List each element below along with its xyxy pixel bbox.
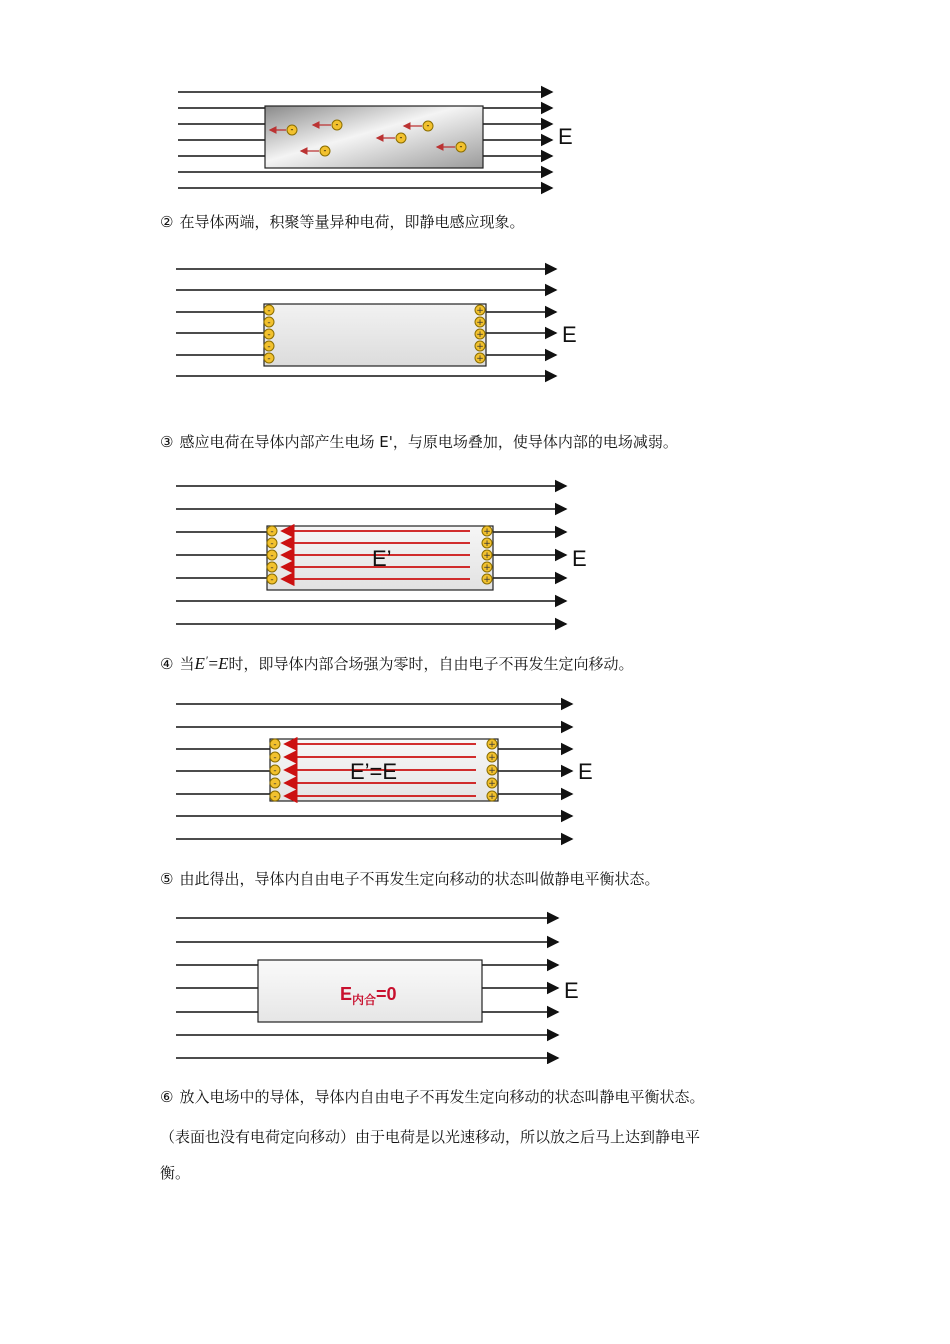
figure-4-equal-fields: [0, 694, 950, 850]
negative-charge-sign: -: [273, 792, 277, 802]
figure-5-zero-internal-field: [0, 908, 950, 1064]
paragraph-prefix: 当: [179, 655, 195, 673]
positive-charge-sign: +: [488, 766, 496, 776]
negative-charge-sign: -: [270, 551, 274, 561]
positive-charges: [475, 305, 485, 364]
induced-field-label: E’: [372, 546, 392, 571]
positive-charge-sign: +: [483, 575, 491, 585]
positive-charge-sign: +: [476, 306, 484, 316]
conductor-block: [265, 106, 483, 168]
svg-text:-: -: [426, 121, 430, 130]
field-label: E: [578, 759, 593, 784]
paragraph-6-line-2: （表面也没有电荷定向移动）由于电荷是以光速移动，所以放之后马上达到静电平: [160, 1128, 701, 1146]
paragraph-6-line-1: [160, 1087, 704, 1107]
paragraph-text: 放入电场中的导体，导体内自由电子不再发生定向移动的状态叫静电平衡状态。: [179, 1088, 705, 1106]
positive-charges: [487, 739, 497, 802]
negative-charge-sign: -: [267, 330, 271, 340]
field-label: E: [572, 546, 587, 571]
svg-text:-: -: [399, 133, 403, 142]
paragraph-number: ⑥: [160, 1088, 174, 1106]
positive-charge-sign: +: [483, 539, 491, 549]
paragraph-3: [160, 432, 678, 452]
negative-charge-sign: -: [273, 779, 277, 789]
conductor-block: [258, 960, 482, 1022]
positive-charge-sign: +: [488, 740, 496, 750]
positive-charge-sign: +: [483, 551, 491, 561]
positive-charge-sign: +: [483, 527, 491, 537]
negative-charge-sign: -: [270, 539, 274, 549]
negative-charge-sign: -: [267, 306, 271, 316]
negative-charges: [264, 305, 274, 364]
positive-charge-sign: +: [476, 354, 484, 364]
negative-charge-sign: -: [270, 563, 274, 573]
equal-fields-label: E’=E: [350, 759, 398, 784]
equation: E′=E: [194, 653, 229, 673]
paragraph-5: [160, 869, 659, 889]
figure-2-induced-charges: [0, 258, 950, 388]
paragraph-4: [160, 650, 633, 674]
zero-field-label: $E_{内合}=0$: [340, 984, 397, 1007]
field-label: E: [562, 322, 577, 347]
svg-text:-: -: [323, 146, 327, 155]
paragraph-2: [160, 212, 524, 232]
paragraph-text: 时，即导体内部合场强为零时，自由电子不再发生定向移动。: [228, 655, 634, 673]
negative-charge-sign: -: [270, 575, 274, 585]
positive-charge-sign: +: [483, 563, 491, 573]
paragraph-text: 由此得出，导体内自由电子不再发生定向移动的状态叫做静电平衡状态。: [179, 870, 660, 888]
positive-charge-sign: +: [476, 342, 484, 352]
positive-charges: [482, 526, 492, 585]
negative-charge-sign: -: [273, 740, 277, 750]
paragraph-number: ②: [160, 213, 174, 231]
positive-charge-sign: +: [488, 792, 496, 802]
negative-charge-sign: -: [267, 342, 271, 352]
paragraph-number: ③: [160, 433, 174, 451]
negative-charges: [267, 526, 277, 585]
field-label: E: [564, 978, 579, 1003]
negative-charge-sign: -: [273, 753, 277, 763]
svg-text:-: -: [459, 142, 463, 151]
figure-3-induced-field: [0, 474, 950, 634]
negative-charge-sign: -: [267, 354, 271, 364]
negative-charge-sign: -: [267, 318, 271, 328]
paragraph-text: 在导体两端，积聚等量异种电荷，即静电感应现象。: [179, 213, 525, 231]
negative-charge-sign: -: [270, 527, 274, 537]
positive-charge-sign: +: [488, 753, 496, 763]
negative-charge-sign: -: [273, 766, 277, 776]
paragraph-number: ④: [160, 655, 174, 673]
field-label: E: [558, 124, 573, 149]
conductor-block: [264, 304, 486, 366]
figure-1-free-electrons: [0, 80, 950, 195]
positive-charge-sign: +: [476, 318, 484, 328]
svg-text:-: -: [335, 120, 339, 129]
positive-charge-sign: +: [476, 330, 484, 340]
paragraph-6-line-3: 衡。: [160, 1164, 191, 1182]
paragraph-number: ⑤: [160, 870, 174, 888]
svg-text:-: -: [290, 125, 294, 134]
positive-charge-sign: +: [488, 779, 496, 789]
paragraph-text: 感应电荷在导体内部产生电场 E'，与原电场叠加，使导体内部的电场减弱。: [179, 433, 678, 451]
